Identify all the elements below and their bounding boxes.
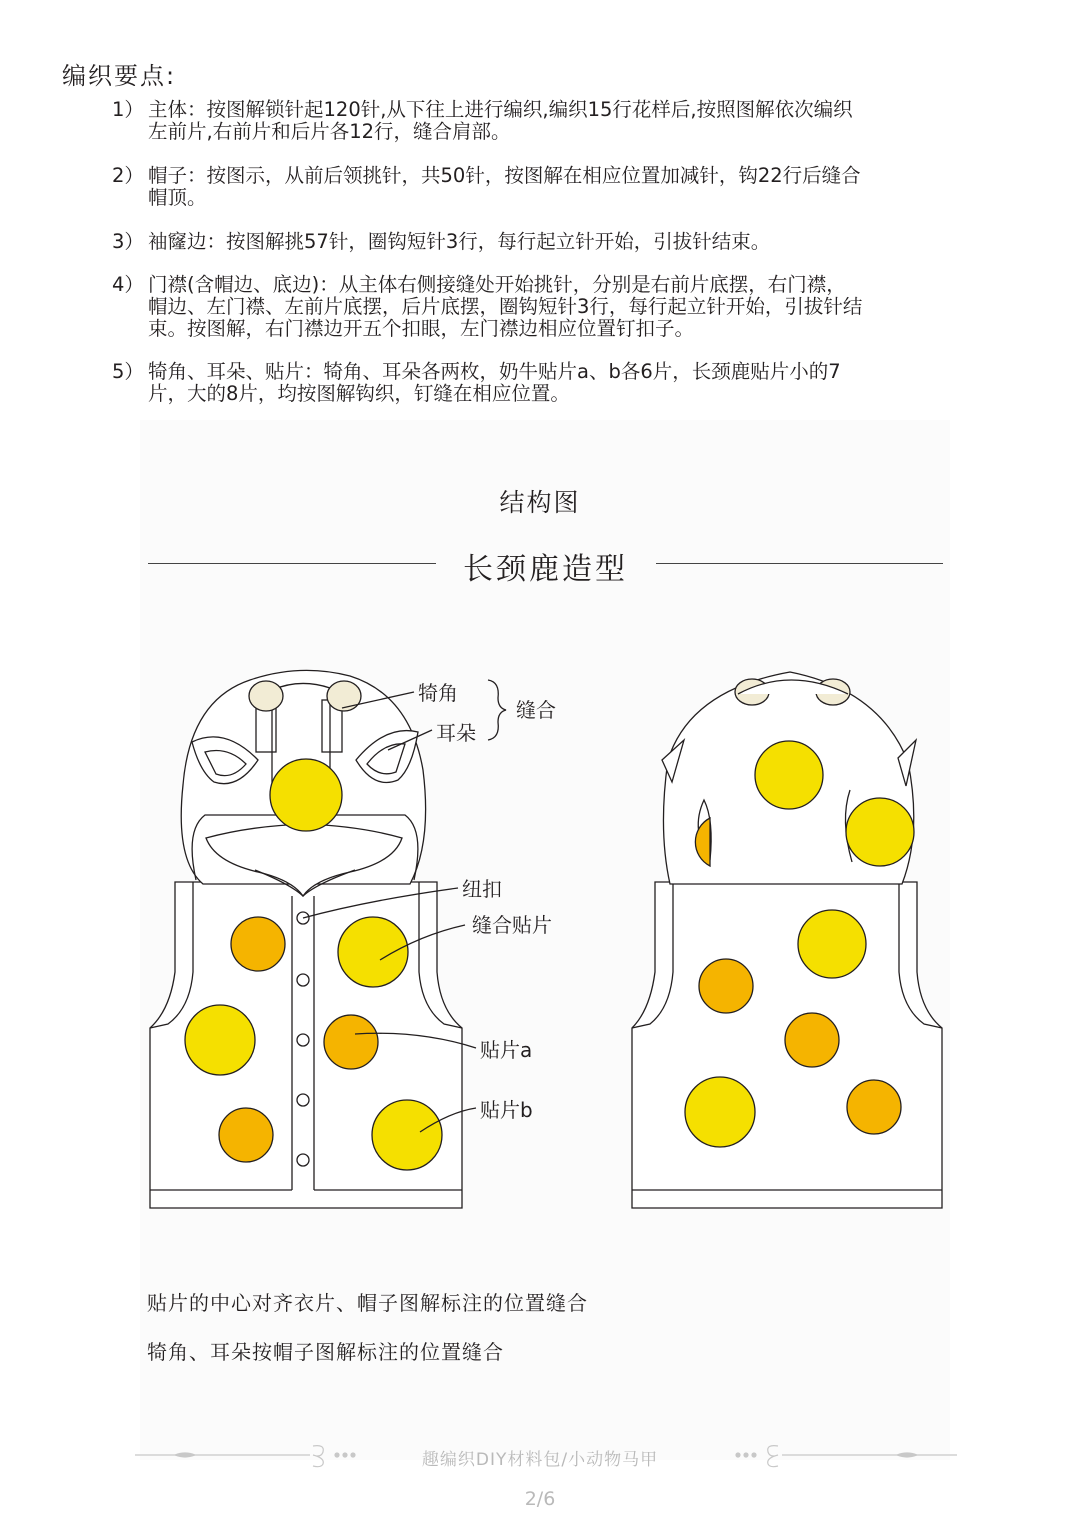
front-vest bbox=[150, 670, 506, 1208]
patch-front-5 bbox=[219, 1108, 273, 1162]
divider-right bbox=[656, 563, 943, 564]
item-text: 主体：按图解锁针起120针,从下往上进行编织,编织15行花样后,按照图解依次编织 左前片,右前片和后片各12行，缝合肩部。 bbox=[148, 98, 853, 143]
label-ear: 耳朵 bbox=[436, 721, 476, 745]
label-patch-a: 贴片a bbox=[480, 1038, 533, 1062]
item-number: 2） bbox=[112, 164, 144, 187]
patch-back-4 bbox=[685, 1077, 755, 1147]
patch-back-5 bbox=[847, 1080, 901, 1134]
item-number: 4） bbox=[112, 273, 144, 296]
hood-patch-back-1 bbox=[755, 741, 823, 809]
patch-back-2 bbox=[699, 959, 753, 1013]
item-text: 帽子：按图示，从前后领挑针，共50针，按图解在相应位置加减针，钩22行后缝合 帽顶。 bbox=[148, 164, 861, 209]
page-number: 2/6 bbox=[524, 1488, 556, 1510]
item-text: 犄角、耳朵、贴片：犄角、耳朵各两枚，奶牛贴片a、b各6片，长颈鹿贴片小的7 片，大的8片，均按图解钩织，钉缝在相应位置。 bbox=[148, 360, 841, 405]
instruction-item-4 bbox=[112, 274, 1042, 340]
button-2 bbox=[297, 974, 309, 986]
patch-front-6 bbox=[372, 1100, 442, 1170]
patch-back-1 bbox=[798, 910, 866, 978]
patch-front-1 bbox=[231, 917, 285, 971]
section-heading: 编织要点: bbox=[62, 62, 177, 90]
label-sew-patch: 缝合贴片 bbox=[472, 913, 552, 937]
button-5 bbox=[297, 1154, 309, 1166]
button-4 bbox=[297, 1094, 309, 1106]
item-number: 3） bbox=[112, 230, 144, 253]
instruction-item-5 bbox=[112, 361, 1042, 405]
footer-text: 趣编织DIY材料包/小动物马甲 bbox=[421, 1450, 659, 1470]
label-horn: 犄角 bbox=[418, 681, 458, 705]
vest-diagram bbox=[0, 600, 1080, 1240]
item-text: 门襟(含帽边、底边)：从主体右侧接缝处开始挑针，分别是右前片底摆，右门襟， 帽边、左门襟、左前片底摆，后片底摆，圈钩短针3行，每行起立针开始，引拔针结 束。按图解，右门襟边开五个扣眼，左门襟边相应位置钉扣子。 bbox=[148, 273, 863, 340]
hood-patch-front bbox=[270, 759, 342, 831]
note-1: 贴片的中心对齐衣片、帽子图解标注的位置缝合 bbox=[147, 1291, 588, 1315]
style-label: 长颈鹿造型 bbox=[463, 552, 628, 587]
patch-front-3 bbox=[185, 1005, 255, 1075]
patch-back-3 bbox=[785, 1013, 839, 1067]
instruction-item-2 bbox=[112, 165, 1042, 209]
back-vest bbox=[632, 672, 942, 1208]
callout-bracket bbox=[488, 680, 506, 740]
label-button: 纽扣 bbox=[462, 877, 502, 901]
patch-front-4 bbox=[324, 1015, 378, 1069]
horn-right-tip bbox=[327, 681, 361, 711]
instruction-item-3 bbox=[112, 231, 1042, 253]
hood-patch-back-2 bbox=[846, 798, 914, 866]
figure-title: 结构图 bbox=[499, 488, 581, 517]
button-3 bbox=[297, 1034, 309, 1046]
style-title-row bbox=[148, 542, 943, 586]
item-number: 5） bbox=[112, 360, 144, 383]
label-sew: 缝合 bbox=[516, 698, 556, 722]
horn-left-tip bbox=[249, 681, 283, 711]
note-2: 犄角、耳朵按帽子图解标注的位置缝合 bbox=[147, 1340, 504, 1364]
item-number: 1） bbox=[112, 98, 144, 121]
item-text: 袖窿边：按图解挑57针，圈钩短针3行，每行起立针开始，引拔针结束。 bbox=[148, 230, 771, 253]
instruction-item-1 bbox=[112, 99, 1042, 143]
patch-front-2 bbox=[338, 917, 408, 987]
label-patch-b: 贴片b bbox=[480, 1098, 533, 1122]
